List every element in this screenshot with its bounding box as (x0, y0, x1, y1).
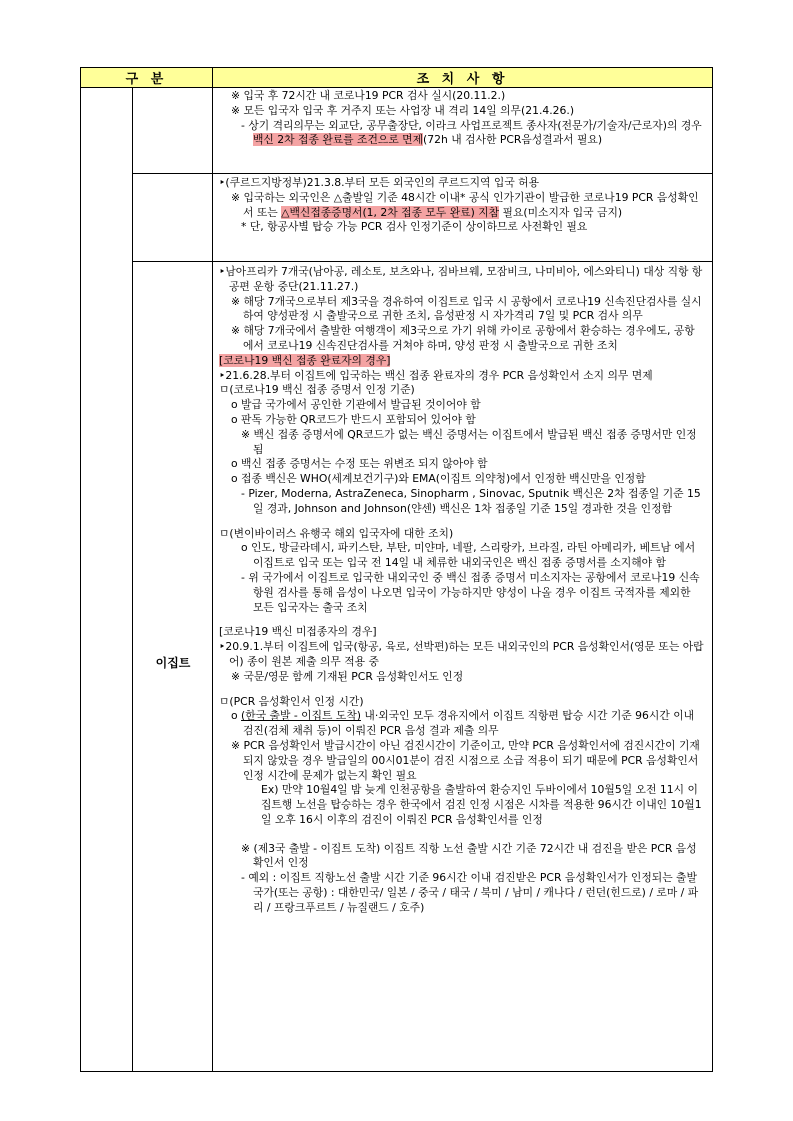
text-line: ‣(쿠르드지방정부)21.3.8.부터 모든 외국인의 쿠르드지역 입국 허용 (219, 176, 540, 189)
subsection-title: ㅁ(코로나19 백신 접종 증명서 인정 기준) (219, 383, 415, 397)
text-line: ※ 입국 후 72시간 내 코로나19 PCR 검사 실시(20.11.2.) (231, 89, 506, 102)
text-line: ※ PCR 음성확인서 발급시간이 아닌 검진시간이 기준이고, 만약 PCR 음성확인서에 검진시간이 기재되지 않았을 경우 발급일의 00시01분이 검진 시점으로 소급 적용이 되기 때문에 PCR 음성확인서 인정 시간에 문제가 없는지 확인 필요 (231, 738, 700, 782)
text-line: o 발급 국가에서 공인한 기관에서 발급된 것이어야 함 (231, 398, 481, 412)
measures-table (80, 67, 713, 1072)
section-header: [코로나19 백신 미접종자의 경우] (219, 625, 377, 639)
text-line: ※ 백신 접종 증명서에 QR코드가 없는 백신 증명서는 이집트에서 발급된 백신 접종 증명서만 인정됨 (241, 427, 697, 456)
text-line: o 인도, 방글라데시, 파키스탄, 부탄, 미얀마, 네팔, 스리랑카, 브라질, 라틴 아메리카, 베트남 에서 이집트로 입국 또는 입국 전 14일 내 체류한 내외국인은 백신 접종 증명서를 소지해야 함 (241, 541, 696, 570)
measures-cell-prev-1 (213, 89, 712, 148)
text-line: - 예외 : 이집트 직항노선 출발 시간 기준 96시간 이내 검진받은 PCR 음성확인서가 인정되는 출발 국가(또는 공항) : 대한민국/ 일본 / 중국 / 태국 / 북미 / 남미 / 캐나다 / 런던(힌드로) / 로마 / 파리 / 프랑크푸르트 / 뉴질랜드 / 호주) (241, 871, 699, 914)
text-line: ※ 해당 7개국으로부터 제3국을 경유하여 이집트로 입국 시 공항에서 코로나19 신속진단검사를 실시하여 양성판정 시 출발국으로 귀한 조치, 음성판정 시 자가격리 7일 및 PCR 검사 의무 (231, 294, 702, 323)
text-line: * 단, 항공사별 탑승 가능 PCR 검사 인정기준이 상이하므로 사전확인 필요 (241, 220, 588, 234)
text-line: ※ (제3국 출발 - 이집트 도착) 이집트 직항 노선 출발 시간 기준 72시간 내 검진을 받은 PCR 음성확인서 인정 (241, 841, 697, 870)
text-line: ‣20.9.1.부터 이집트에 입국(항공, 육로, 선박편)하는 모든 내외국인의 PCR 음성확인서(영문 또는 아랍어) 종이 원본 제출 의무 적용 중 (219, 640, 704, 668)
subsection-title: ㅁ(PCR 음성확인서 인정 시간) (219, 694, 364, 708)
text-line: - Pizer, Moderna, AstraZeneca, Sinopharm , Sinovac, Sputnik 백신은 2차 접종일 기준 15일 경과, Johnson and Johnson(얀센) 백신은 1차 접종일 기준 15일 경과한 것을 인정함 (241, 486, 701, 515)
text-line: - 상기 격리의무는 외교단, 공무출장단, 이라크 사업프로젝트 종사자(전문가/기술자/근로자)의 경우 백신 2차 접종 완료를 조건으로 면제(72h 내 검사한 PCR음성결과서 필요) (241, 118, 702, 147)
highlight-text: 백신 2차 접종 완료를 조건으로 면제 (253, 133, 424, 147)
header-category: 구 분 (81, 68, 213, 87)
text-line: - 위 국가에서 이집트로 입국한 내외국인 중 백신 접종 증명서 미소지자는 공항에서 코로나19 신속 항원 검사를 통해 음성이 나오면 입국이 가능하지만 양성이 나올 경우 이집트 국적자를 제외한 모든 입국자는 출국 조치 (241, 570, 700, 614)
text-line: o 접종 백신은 WHO(세계보건기구)와 EMA(이집트 의약청)에서 인정한 백신만을 인정함 (231, 472, 646, 486)
row-divider (133, 173, 712, 174)
text-line: ‣남아프리카 7개국(남아공, 레소토, 보츠와나, 짐바브웨, 모잠비크, 나미비아, 에스와티니) 대상 직항 항공편 운항 중단(21.11.27.) (219, 265, 703, 293)
text-line: ※ 국문/영문 함께 기재된 PCR 음성확인서도 인정 (231, 669, 464, 683)
measures-cell-kurdistan (213, 176, 712, 235)
text-line: o (한국 출발 - 이집트 도착) 내·외국인 모두 경유지에서 이집트 직항편 탑승 시간 기준 96시간 이내 검진(검체 채취 등)이 이뤄진 PCR 음성 결과 제출 의무 (231, 709, 695, 738)
text-line: Ex) 만약 10월4일 밤 늦게 인천공항을 출발하여 환승지인 두바이에서 10월5일 오전 11시 이집트행 노선을 탑승하는 경우 한국에서 검진 인정 시점은 시차를 적용한 96시간 이내인 10월1일 오후 16시 이후의 검진이 이뤄진 PCR 음성확인서를 인정 (261, 783, 702, 826)
section-header: [코로나19 백신 접종 완료자의 경우] (219, 353, 391, 367)
region-column (81, 88, 133, 1071)
country-column (133, 88, 213, 1071)
table-header (81, 68, 712, 88)
text-line: ‣21.6.28.부터 이집트에 입국하는 백신 접종 완료자의 경우 PCR 음성확인서 소지 의무 면제 (219, 368, 653, 382)
measures-cell-egypt (213, 265, 712, 916)
text-line: ※ 해당 7개국에서 출발한 여행객이 제3국으로 가기 위해 카이로 공항에서 환승하는 경우에도, 공항에서 코로나19 신속진단검사를 거쳐야 하며, 양성 판정 시 출발국으로 귀한 조치 (231, 324, 695, 352)
text-line: ※ 모든 입국자 입국 후 거주지 또는 사업장 내 격리 14일 의무(21.4.26.) (231, 103, 575, 117)
highlight-text: △백신접종증명서(1, 2차 접종 모두 완료) 지참 (281, 205, 500, 219)
text-line: o 백신 접종 증명서는 수정 또는 위변조 되지 않아야 함 (231, 457, 488, 471)
country-label: 이집트 (155, 656, 191, 670)
header-measures: 조 치 사 항 (416, 72, 509, 87)
text-line: ※ 입국하는 외국인은 △출발일 기준 48시간 이내* 공식 인가기관이 발급한 코로나19 PCR 음성확인서 또는 △백신접종증명서(1, 2차 접종 모두 완료) 지참 필요(미소지자 입국 금지) (231, 190, 699, 219)
subsection-title: ㅁ(변이바이러스 유행국 해외 입국자에 대한 조치) (219, 526, 454, 540)
text-line: o 판독 가능한 QR코드가 반드시 포함되어 있어야 함 (231, 412, 476, 426)
row-divider (133, 261, 712, 262)
